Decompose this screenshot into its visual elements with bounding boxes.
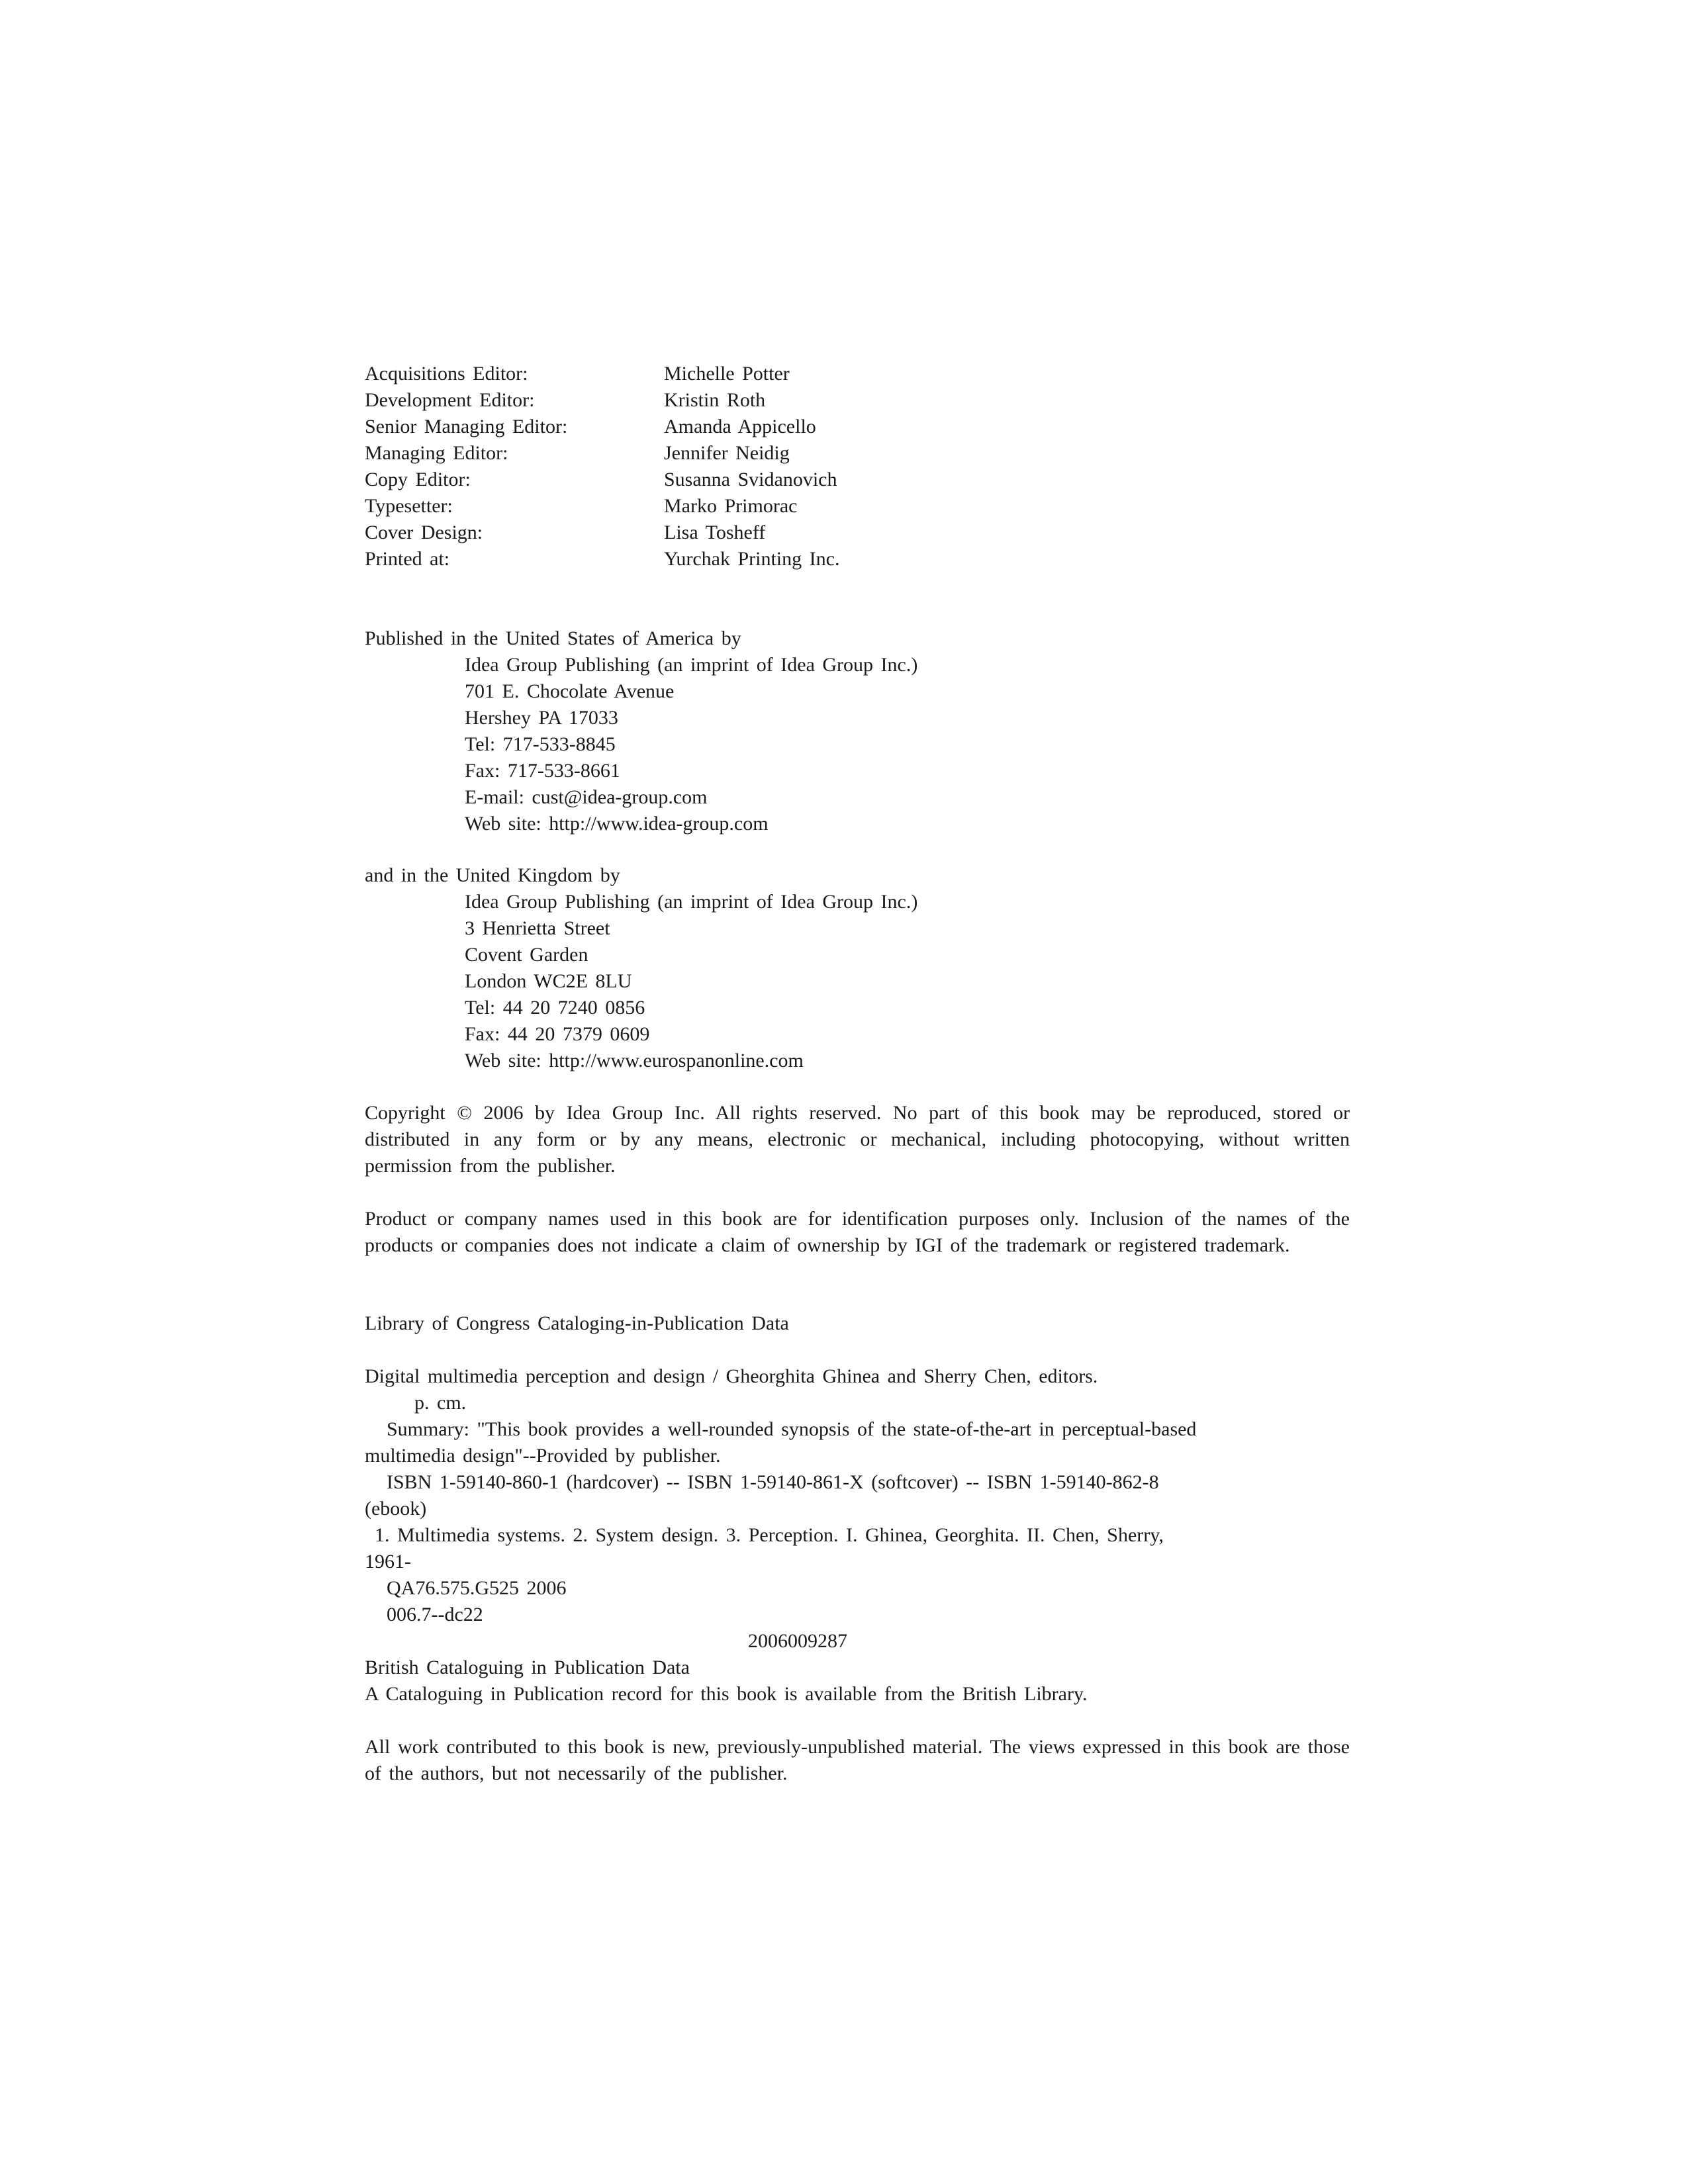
credit-role: Printed at: (365, 548, 450, 570)
uk-publisher-line: London WC2E 8LU (465, 970, 632, 992)
us-publisher-line: Idea Group Publishing (an imprint of Idea Group Inc.) (465, 654, 918, 676)
uk-publisher-line: Tel: 44 20 7240 0856 (465, 997, 645, 1019)
cip-isbn: ISBN 1-59140-860-1 (hardcover) -- ISBN 1-59140-861-X (softcover) -- ISBN 1-59140-862-8 (387, 1471, 1159, 1493)
credit-role: Typesetter: (365, 495, 453, 517)
cip-subjects: 1. Multimedia systems. 2. System design. 3. Perception. I. Ghinea, Georghita. II. Chen, Sherry, (375, 1524, 1164, 1546)
loc-heading: Library of Congress Cataloging-in-Publication Data (365, 1312, 789, 1334)
us-publisher-line: Fax: 717-533-8661 (465, 760, 620, 782)
cip-title-line: Digital multimedia perception and design / Gheorghita Ghinea and Sherry Chen, editors. (365, 1365, 1098, 1387)
us-publisher-line: Hershey PA 17033 (465, 707, 618, 729)
uk-publisher-line: Fax: 44 20 7379 0609 (465, 1023, 650, 1045)
cip-pages: p. cm. (414, 1392, 467, 1414)
credit-role: Acquisitions Editor: (365, 363, 528, 385)
credit-role: Copy Editor: (365, 469, 471, 490)
final-note: All work contributed to this book is new, previously-unpublished material. The views expressed in this book are those of the authors, but not necessarily of the publisher. (365, 1736, 1350, 1784)
credit-role: Managing Editor: (365, 442, 508, 464)
credit-name: Amanda Appicello (664, 416, 816, 437)
copyright-notice: Copyright © 2006 by Idea Group Inc. All rights reserved. No part of this book may be reproduced, stored or distributed in any form or by any means, electronic or mechanical, including photocopying, without written permission from the publisher. (365, 1102, 1350, 1177)
british-text: A Cataloguing in Publication record for this book is available from the British Library. (365, 1683, 1088, 1705)
us-publisher-email: E-mail: cust@idea-group.com (465, 786, 708, 808)
credit-name: Kristin Roth (664, 389, 766, 411)
credit-role: Development Editor: (365, 389, 535, 411)
us-publisher-line: 701 E. Chocolate Avenue (465, 680, 675, 702)
cip-subjects-cont: 1961- (365, 1551, 411, 1572)
us-publisher-website: Web site: http://www.idea-group.com (465, 813, 769, 835)
credit-role: Senior Managing Editor: (365, 416, 568, 437)
cip-call-number: QA76.575.G525 2006 (387, 1577, 567, 1599)
credit-name: Yurchak Printing Inc. (664, 548, 840, 570)
credit-name: Michelle Potter (664, 363, 790, 385)
uk-publisher-line: Covent Garden (465, 944, 588, 966)
credit-name: Marko Primorac (664, 495, 798, 517)
british-heading: British Cataloguing in Publication Data (365, 1657, 690, 1678)
cip-summary-cont: multimedia design"--Provided by publisher. (365, 1445, 721, 1467)
uk-publisher-line: Idea Group Publishing (an imprint of Idea Group Inc.) (465, 891, 918, 913)
cip-lccn: 2006009287 (748, 1630, 847, 1652)
uk-publisher-intro: and in the United Kingdom by (365, 864, 620, 886)
uk-publisher-line: 3 Henrietta Street (465, 917, 610, 939)
us-publisher-line: Tel: 717-533-8845 (465, 733, 616, 755)
credit-name: Lisa Tosheff (664, 522, 766, 543)
cip-summary: Summary: "This book provides a well-rounded synopsis of the state-of-the-art in perceptual-based (387, 1418, 1197, 1440)
uk-publisher-website: Web site: http://www.eurospanonline.com (465, 1050, 804, 1071)
cip-isbn-cont: (ebook) (365, 1498, 427, 1520)
credit-name: Jennifer Neidig (664, 442, 790, 464)
credit-name: Susanna Svidanovich (664, 469, 837, 490)
credit-role: Cover Design: (365, 522, 483, 543)
trademark-notice: Product or company names used in this book are for identification purposes only. Inclusion of the names of the products or companies does not indicate a claim of ownership by IGI of the trademark or registered trademark. (365, 1208, 1350, 1256)
cip-dewey: 006.7--dc22 (387, 1604, 483, 1625)
us-publisher-intro: Published in the United States of America by (365, 627, 741, 649)
